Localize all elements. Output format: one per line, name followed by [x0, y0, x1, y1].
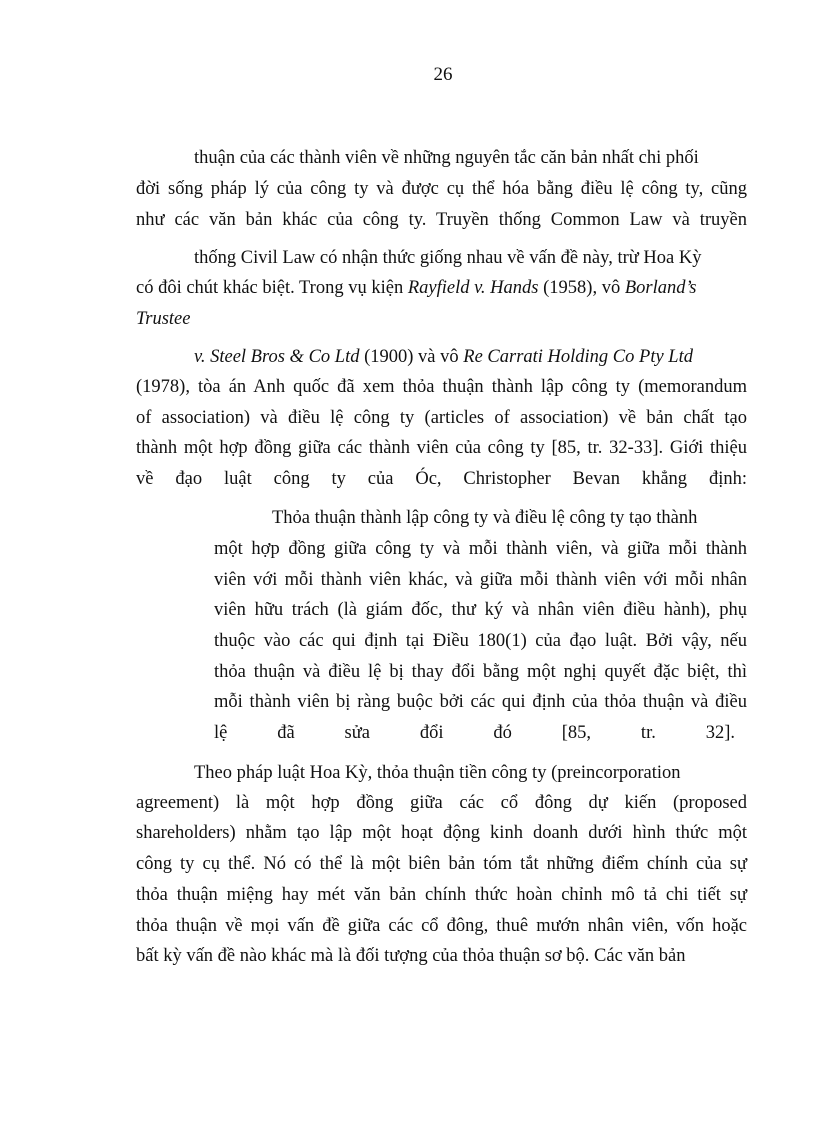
paragraph4-line3: shareholders) nhằm tạo lập một hoạt động kinh doanh dưới hình thức một [136, 823, 747, 843]
paragraph3-line5: về đạo luật công ty của Óc, Christopher Bevan khẳng định: [136, 469, 747, 489]
paragraph1-line2: đời sống pháp lý của công ty và được cụ thể hóa bằng điều lệ công ty, cũng [136, 179, 747, 199]
case-name-borland: Borland’s [624, 278, 697, 298]
paragraph3-line1-text: (1900) và vô [359, 347, 464, 367]
paragraph4-line5: thỏa thuận miệng hay mét văn bản chính thức hoàn chỉnh mô tả chi tiết sự [136, 885, 747, 905]
quote-line2: một hợp đồng giữa công ty và mỗi thành viên, và giữa mỗi thành [214, 539, 747, 559]
quote-line4: viên hữu trách (là giám đốc, thư ký và nhân viên điều hành), phụ [214, 600, 747, 620]
paragraph4-line2: agreement) là một hợp đồng giữa các cổ đông dự kiến (proposed [136, 793, 747, 813]
paragraph4-line1: Theo pháp luật Hoa Kỳ, thỏa thuận tiền công ty (preincorporation [194, 763, 681, 783]
quote-line5: thuộc vào các qui định tại Điều 180(1) của đạo luật. Bởi vậy, nếu [214, 631, 747, 651]
paragraph4-line4: công ty cụ thể. Nó có thể là một biên bản tóm tắt những điểm chính của sự [136, 854, 747, 874]
paragraph4-line7: bất kỳ vấn đề nào khác mà là đối tượng của thỏa thuận sơ bộ. Các văn bản [136, 946, 686, 966]
paragraph2-line1: thống Civil Law có nhận thức giống nhau về vấn đề này, trừ Hoa Kỳ [194, 248, 702, 268]
quote-line1: Thỏa thuận thành lập công ty và điều lệ công ty tạo thành [272, 508, 698, 528]
case-name-steel-bros: v. Steel Bros & Co Ltd [194, 347, 360, 367]
paragraph1-line3: như các văn bản khác của công ty. Truyền thống Common Law và truyền [136, 210, 747, 230]
page-number: 26 [433, 64, 453, 85]
paragraph2-line2-text-a: có đôi chút khác biệt. Trong vụ kiện [136, 278, 408, 298]
paragraph1-line1: thuận của các thành viên về những nguyên tắc căn bản nhất chi phối [194, 148, 699, 168]
paragraph3-line2: (1978), tòa án Anh quốc đã xem thỏa thuận thành lập công ty (memorandum [136, 377, 747, 397]
quote-line7: mỗi thành viên bị ràng buộc bởi các qui định của thỏa thuận và điều [214, 692, 747, 712]
paragraph3-line3: of association) và điều lệ công ty (articles of association) về bản chất tạo [136, 408, 747, 428]
paragraph3-line1 [194, 345, 693, 369]
paragraph3-line4: thành một hợp đồng giữa các thành viên của công ty [85, tr. 32-33]. Giới thiệu [136, 438, 747, 458]
paragraph2-line2 [136, 276, 696, 300]
case-name-borland-continued: Trustee [136, 309, 191, 329]
case-name-rayfield: Rayfield v. Hands [407, 278, 539, 298]
case-name-re-carrati: Re Carrati Holding Co Pty Ltd [463, 347, 693, 367]
quote-line8: lệ đã sửa đổi đó [85, tr. 32]. [214, 723, 735, 743]
paragraph2-line3 [136, 307, 190, 331]
paragraph2-line2-text-b: (1958), vô [538, 278, 625, 298]
paragraph4-line6: thỏa thuận về mọi vấn đề giữa các cổ đông, thuê mướn nhân viên, vốn hoặc [136, 916, 747, 936]
quote-line3: viên với mỗi thành viên khác, và giữa mỗi thành viên với mỗi nhân [214, 570, 747, 590]
quote-line6: thỏa thuận và điều lệ bị thay đổi bằng một nghị quyết đặc biệt, thì [214, 662, 747, 682]
